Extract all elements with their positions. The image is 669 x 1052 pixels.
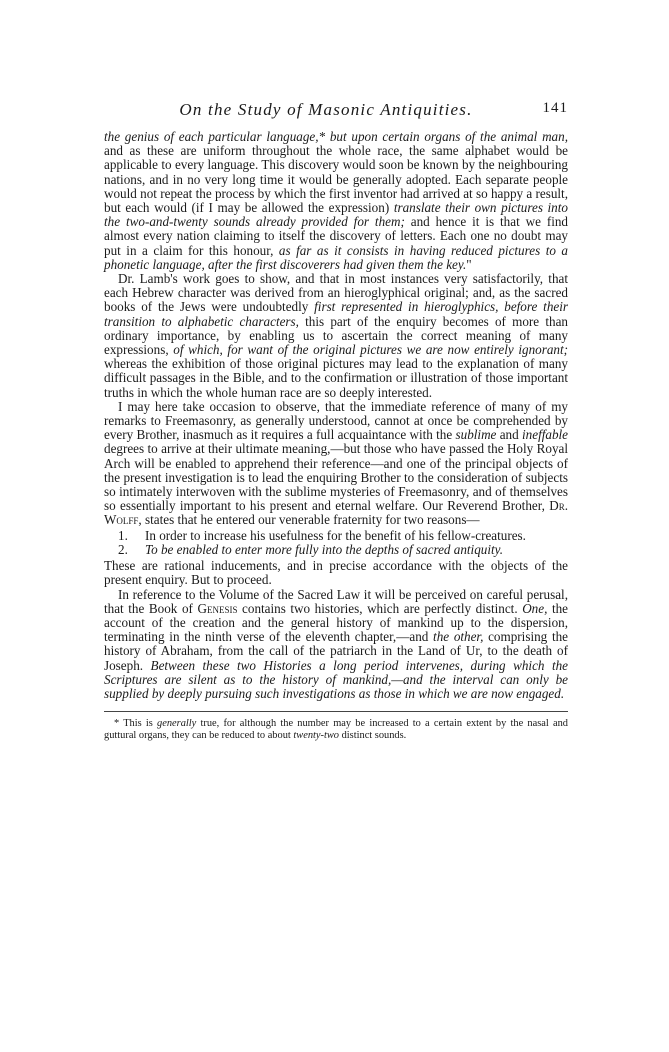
text-run: and: [496, 427, 523, 443]
running-title: On the Study of Masonic Antiquities.: [179, 100, 473, 119]
reason-number: 1.: [118, 527, 128, 543]
paragraph-4: [104, 559, 568, 587]
text-run: These are rational inducements, and in precise accordance with the objects of the present enquiry. But to proceed.: [104, 558, 568, 588]
reason-number: 2.: [118, 541, 128, 557]
reasons-list: [104, 529, 568, 557]
reason-item-1: [104, 529, 568, 543]
text-run: and hence it is that we find almost every nation claiming to itself the discovery of letters. Each one no doubt may put in a claim for this honour,: [104, 214, 569, 258]
text-run: degrees to arrive at their ultimate meaning,—but those who have passed the Holy Royal Arch will be enabled to apprehend their reference—and one of the principal objects of the present investigation is to lead the enquiring Brother to the consideration of subjects so intimately interwoven with the sublime mysteries of Freemasonry, and of themselves so essentially important to his present and eternal welfare. Our Reverend Brother,: [104, 441, 568, 514]
reason-text: In order to increase his usefulness for the benefit of his fellow-creatures.: [145, 527, 526, 543]
text-run: first represented in hieroglyphics, before their transition to alphabetic characters,: [104, 299, 568, 329]
text-run: and as these are uniform throughout the whole race, the same alphabet would be applicable to every language. This discovery would soon be known by the neighbouring nations, and in no very long time it would be generally adopted. Each separate people would not repeat the process by which the first inventor had arrived at so happy a result, but each would (if I may be allowed the expression): [104, 143, 568, 216]
footnote-rule: [104, 711, 568, 712]
page-number: 141: [542, 100, 568, 116]
page-body: [104, 130, 568, 701]
text-run: In reference to the Volume of the Sacred Law it will be perceived on careful perusal, that the Book of: [104, 586, 568, 616]
text-run: Dr. Wolff,: [104, 498, 568, 528]
text-run: I may here take occasion to observe, that the immediate reference of many of my remarks to Freemasonry, as generally understood, cannot at once be comprehended by every Brother, inasmuch as it requires a full acquaintance with the: [104, 398, 568, 443]
book-page: [104, 100, 568, 742]
footnote: [104, 718, 568, 742]
text-run: the genius of each particular language,* but upon certain organs of the animal man,: [104, 129, 568, 144]
text-run: as far as it consists in having reduced pictures to a phonetic language, after the first discoverers had given them the key.: [104, 242, 569, 272]
text-run: sublime: [455, 427, 497, 443]
text-run: states that he entered our venerable fraternity for two reasons—: [141, 512, 480, 528]
text-run: Between these two Histories a long period intervenes, during which the Scriptures are silent as to the history of mankind,—and the interval can only be supplied by deeply pursuing such investigations as those in which we are now engaged.: [104, 657, 568, 701]
text-run: the other,: [433, 629, 484, 645]
paragraph-3: [104, 400, 568, 528]
text-run: twenty-two: [293, 730, 339, 742]
text-run: ineffable: [522, 427, 568, 443]
reason-item-2: [104, 543, 568, 557]
text-run: whereas the exhibition of those original pictures may lead to the explanation of many difficult passages in the Bible, and to the confirmation or illustration of those important truths in which the whole human race are so deeply interested.: [104, 356, 568, 400]
text-run: this part of the enquiry becomes of more than ordinary importance, by enabling us to ascertain the correct meaning of many expressions,: [104, 313, 568, 358]
paragraph-1: [104, 130, 568, 272]
text-run: contains two histories, which are perfectly distinct.: [237, 600, 523, 616]
text-run: distinct sounds.: [339, 730, 407, 742]
text-run: Dr. Lamb's work goes to show, and that in most instances very satisfactorily, that each Hebrew character was derived from an hieroglyphical original; and, as the sacred books of the Jews were undoubtedly: [104, 271, 568, 315]
text-run: of which, for want of the original pictures we are now entirely ignorant;: [173, 342, 569, 358]
text-run: Genesis: [197, 600, 238, 616]
running-header: [104, 100, 568, 130]
text-run: generally: [157, 718, 197, 730]
text-run: true, for although the number may be increased to a certain extent by the nasal and guttural organs, they can be reduced to about: [104, 718, 568, 742]
text-run: One,: [522, 600, 548, 616]
paragraph-2: [104, 272, 568, 400]
text-run: the account of the creation and the general history of mankind up to the dispersion, terminating in the ninth verse of the eleventh chapter,—and: [104, 600, 568, 645]
text-run: ": [466, 256, 472, 272]
paragraph-5: [104, 588, 568, 702]
text-run: comprising the history of Abraham, from the call of the patriarch in the Land of Ur, to the death of Joseph.: [104, 629, 568, 673]
text-run: translate their own pictures into the two-and-twenty sounds already provided for them;: [104, 200, 568, 230]
reason-text: To be enabled to enter more fully into the depths of sacred antiquity.: [145, 541, 504, 557]
text-run: * This is: [114, 718, 158, 730]
